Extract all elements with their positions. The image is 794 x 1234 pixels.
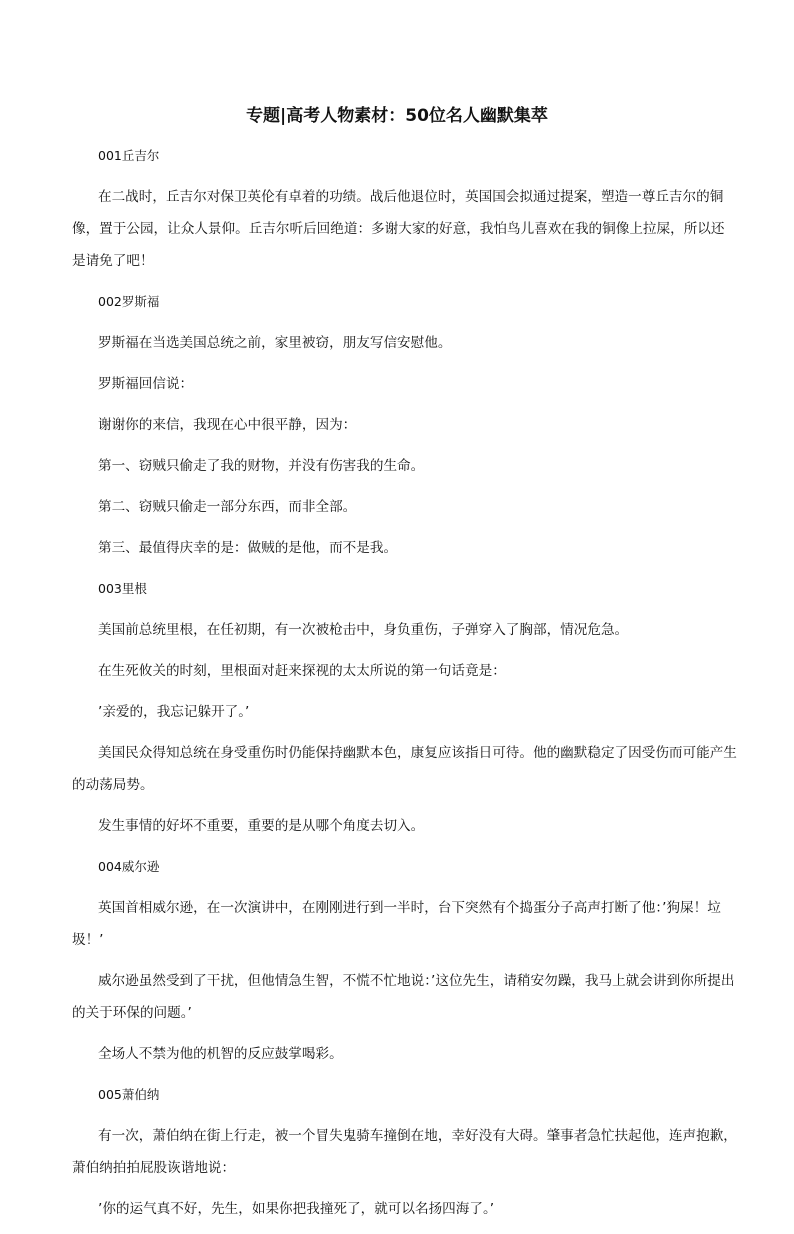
paragraph: 第二、窃贼只偷走一部分东西，而非全部。 bbox=[98, 499, 357, 515]
page-title: 专题|高考人物素材：50位名人幽默集萃 bbox=[246, 106, 548, 126]
paragraph: 第一、窃贼只偷走了我的财物，并没有伤害我的生命。 bbox=[98, 458, 425, 474]
paragraph: 有一次，萧伯纳在街上行走，被一个冒失鬼骑车撞倒在地，幸好没有大碍。肇事者急忙扶起他，连声抱歉，萧伯纳拍拍屁股诙谐地说： bbox=[72, 1128, 737, 1176]
paragraph: 美国前总统里根，在任初期，有一次被枪击中，身负重伤，子弹穿入了胸部，情况危急。 bbox=[98, 622, 629, 638]
section-heading: 004威尔逊 bbox=[98, 859, 160, 874]
paragraph: 威尔逊虽然受到了干扰，但他情急生智，不慌不忙地说：’这位先生，请稍安勿躁，我马上就会讲到你所提出的关于环保的问题。’ bbox=[72, 973, 735, 1021]
paragraph: 发生事情的好坏不重要，重要的是从哪个角度去切入。 bbox=[98, 818, 425, 834]
paragraph: 在二战时，丘吉尔对保卫英伦有卓着的功绩。战后他退位时，英国国会拟通过提案，塑造一尊丘吉尔的铜像，置于公园，让众人景仰。丘吉尔听后回绝道：多谢大家的好意，我怕鸟儿喜欢在我的铜像上拉屎，所以还是请免了吧！ bbox=[72, 189, 725, 269]
section-heading: 001丘吉尔 bbox=[98, 148, 160, 163]
paragraph: ’亲爱的，我忘记躲开了。’ bbox=[98, 704, 250, 720]
paragraph: 罗斯福在当选美国总统之前，家里被窃，朋友写信安慰他。 bbox=[98, 335, 452, 351]
paragraph: 全场人不禁为他的机智的反应鼓掌喝彩。 bbox=[98, 1046, 343, 1062]
paragraph: 英国首相威尔逊，在一次演讲中，在刚刚进行到一半时，台下突然有个捣蛋分子高声打断了他：’狗屎！垃圾！’ bbox=[72, 900, 721, 948]
section-heading: 005萧伯纳 bbox=[98, 1087, 160, 1102]
section-heading: 002罗斯福 bbox=[98, 294, 160, 309]
paragraph: 第三、最值得庆幸的是：做贼的是他，而不是我。 bbox=[98, 540, 398, 556]
paragraph: 在生死攸关的时刻，里根面对赶来探视的太太所说的第一句话竟是： bbox=[98, 663, 506, 679]
paragraph: 美国民众得知总统在身受重伤时仍能保持幽默本色，康复应该指日可待。他的幽默稳定了因受伤而可能产生的动荡局势。 bbox=[72, 745, 737, 793]
paragraph: 谢谢你的来信，我现在心中很平静，因为： bbox=[98, 417, 357, 433]
paragraph: ’你的运气真不好，先生，如果你把我撞死了，就可以名扬四海了。’ bbox=[98, 1201, 495, 1217]
paragraph: 罗斯福回信说： bbox=[98, 376, 194, 392]
document-body bbox=[72, 140, 738, 1234]
section-heading: 003里根 bbox=[98, 581, 147, 596]
